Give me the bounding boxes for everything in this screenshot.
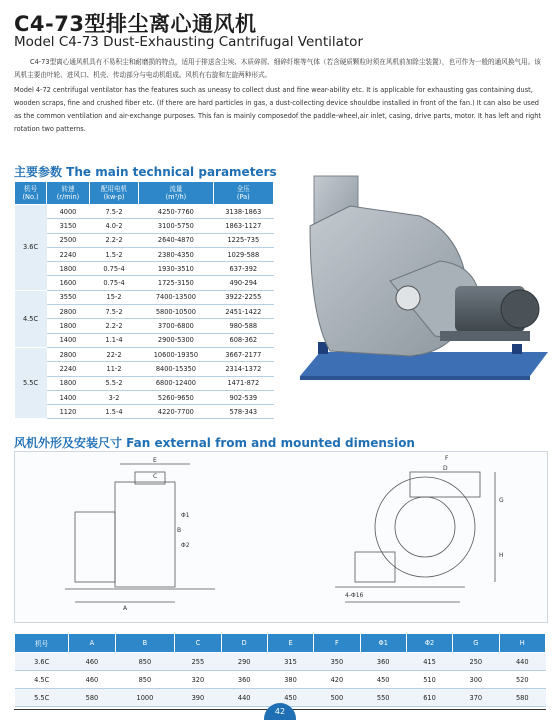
- table-row: [15, 405, 274, 419]
- motor-cell: 7.5-2: [89, 205, 138, 219]
- motor-cell: 5.5-2: [89, 376, 138, 390]
- flow-cell: 10600-19350: [139, 347, 213, 361]
- motor-cell: 0.75-4: [89, 262, 138, 276]
- table-row: [15, 305, 274, 319]
- description-en: Model 4-72 centrifugal ventilator has the features such as uneasy to collect dust and fine wear-ability etc. It is applicable for exhausting gas containing dust, wooden scraps, fine and crushed fiber etc. (If there are hard particles in gas, a dust-collecting device shouldbe installed in front of the fan.) It can also be used as the common ventilation and air-exchange purposes. This fan is mainly composedof the paddle-wheel,air inlet, casing, drive parts, motor. It has left and right rotation two patterns.: [14, 86, 542, 133]
- page-title-cn: C4-73型排尘离心通风机: [14, 12, 257, 36]
- label-e: E: [153, 457, 157, 464]
- table-row: [15, 671, 546, 689]
- dims-cell: 370: [453, 689, 499, 707]
- motor-base: [440, 331, 530, 341]
- flow-cell: 4220-7700: [139, 405, 213, 419]
- col-pressure-cn: 全压: [236, 185, 250, 193]
- dims-col-phi2: Φ2: [406, 634, 452, 653]
- dims-cell: 1000: [115, 689, 175, 707]
- pressure-cell: 578-343: [213, 405, 273, 419]
- dims-cell: 520: [499, 671, 545, 689]
- dims-cell: 300: [453, 671, 499, 689]
- table-row: [15, 276, 274, 290]
- description-cn: C4-73型离心通风机具有不易积尘和耐磨损的特点，适用于排送含尘埃、木质碎屑、细碎纤维等气体（若含硬质颗粒时须在风机前加除尘装置），也可作为一般的通风换气用。该风机主要由叶轮、进风口、机壳、传动部分与电动机组成。风机有右旋和左旋两种形式。: [14, 58, 541, 79]
- dims-col-g: G: [453, 634, 499, 653]
- flow-cell: 2380-4350: [139, 247, 213, 261]
- motor-cell: 11-2: [89, 362, 138, 376]
- label-a: A: [123, 605, 128, 612]
- speed-cell: 1800: [47, 376, 90, 390]
- pressure-cell: 1225-735: [213, 233, 273, 247]
- table-row: [15, 233, 274, 247]
- col-speed: [47, 182, 90, 205]
- pressure-cell: 980-588: [213, 319, 273, 333]
- label-bolt-holes: 4-Φ16: [345, 592, 364, 599]
- inlet-circle: [395, 497, 455, 557]
- dims-col-model: 机号: [15, 634, 69, 653]
- table-row: [15, 376, 274, 390]
- speed-cell: 2500: [47, 233, 90, 247]
- dims-cell: 320: [175, 671, 221, 689]
- table-row: [15, 205, 274, 219]
- dimensions-table: [14, 633, 546, 707]
- dims-cell: 250: [453, 653, 499, 671]
- dims-col-e: E: [267, 634, 313, 653]
- label-g: G: [499, 497, 504, 504]
- speed-cell: 2240: [47, 247, 90, 261]
- speed-cell: 4000: [47, 205, 90, 219]
- speed-cell: 1800: [47, 262, 90, 276]
- dims-cell: 3.6C: [15, 653, 69, 671]
- motor-cell: 1.1-4: [89, 333, 138, 347]
- base-frame-edge: [300, 376, 530, 380]
- flow-cell: 2900-5300: [139, 333, 213, 347]
- dims-cell: 440: [499, 653, 545, 671]
- pressure-cell: 902-539: [213, 390, 273, 404]
- speed-cell: 2800: [47, 305, 90, 319]
- logo-badge: [396, 286, 420, 310]
- table-row: [15, 347, 274, 361]
- col-model: [15, 182, 47, 205]
- table-row: [15, 653, 546, 671]
- motor-cell: 7.5-2: [89, 305, 138, 319]
- dims-cell: 580: [499, 689, 545, 707]
- pressure-cell: 2314-1372: [213, 362, 273, 376]
- motor-cell: 3-2: [89, 390, 138, 404]
- dims-cell: 360: [221, 671, 267, 689]
- dims-cell: 420: [314, 671, 360, 689]
- speed-cell: 3550: [47, 290, 90, 304]
- label-f: F: [445, 455, 449, 462]
- col-speed-en: (r/min): [56, 193, 80, 201]
- dimension-drawing: [14, 451, 548, 623]
- flow-cell: 2640-4870: [139, 233, 213, 247]
- vibration-isolator: [512, 344, 522, 354]
- col-flow: [139, 182, 213, 205]
- dims-col-phi1: Φ1: [360, 634, 406, 653]
- motor-front-view: [355, 552, 395, 582]
- speed-cell: 1800: [47, 319, 90, 333]
- label-c: C: [153, 473, 158, 480]
- dims-cell: 350: [314, 653, 360, 671]
- flow-cell: 5260-9650: [139, 390, 213, 404]
- flow-cell: 8400-15350: [139, 362, 213, 376]
- dims-col-a: A: [69, 634, 115, 653]
- label-b: B: [177, 527, 182, 534]
- flow-cell: 1930-3510: [139, 262, 213, 276]
- dims-cell: 500: [314, 689, 360, 707]
- table-row: [15, 390, 274, 404]
- table-row: [15, 362, 274, 376]
- fan-product-photo: [290, 166, 552, 388]
- table-row: [15, 219, 274, 233]
- dims-col-h: H: [499, 634, 545, 653]
- flow-cell: 5800-10500: [139, 305, 213, 319]
- pressure-cell: 637-392: [213, 262, 273, 276]
- pressure-cell: 3922-2255: [213, 290, 273, 304]
- label-d: D: [443, 465, 448, 472]
- fan-casing-front-view: [375, 477, 475, 577]
- dims-cell: 510: [406, 671, 452, 689]
- flow-cell: 3700-6800: [139, 319, 213, 333]
- label-h: H: [499, 552, 504, 559]
- pressure-cell: 1471-872: [213, 376, 273, 390]
- flow-cell: 1725-3150: [139, 276, 213, 290]
- flow-cell: 4250-7760: [139, 205, 213, 219]
- motor-cell: 1.5-2: [89, 247, 138, 261]
- col-flow-en: (m³/h): [165, 193, 187, 201]
- dims-col-f: F: [314, 634, 360, 653]
- model-cell: 3.6C: [15, 205, 47, 291]
- parameters-table: [14, 181, 274, 419]
- page-title-en: Model C4-73 Dust-Exhausting Cantrifugal Ventilator: [14, 34, 363, 50]
- fan-side-view: [115, 482, 175, 587]
- flow-cell: 6800-12400: [139, 376, 213, 390]
- params-heading: 主要参数 The main technical parameters: [14, 165, 277, 179]
- speed-cell: 1600: [47, 276, 90, 290]
- dims-cell: 380: [267, 671, 313, 689]
- dims-cell: 290: [221, 653, 267, 671]
- dims-cell: 550: [360, 689, 406, 707]
- dims-cell: 850: [115, 653, 175, 671]
- motor-cell: 4.0-2: [89, 219, 138, 233]
- col-model-en: (No.): [22, 193, 39, 201]
- dims-cell: 460: [69, 671, 115, 689]
- dims-cell: 4.5C: [15, 671, 69, 689]
- table-row: [15, 262, 274, 276]
- col-motor-en: (kw-p): [103, 193, 125, 201]
- dims-cell: 390: [175, 689, 221, 707]
- outlet-front-view: [410, 472, 480, 497]
- table-row: [15, 319, 274, 333]
- col-pressure: [213, 182, 273, 205]
- pressure-cell: 3667-2177: [213, 347, 273, 361]
- pressure-cell: 490-294: [213, 276, 273, 290]
- motor-side-view: [75, 512, 115, 582]
- pressure-cell: 1029-588: [213, 247, 273, 261]
- dims-cell: 440: [221, 689, 267, 707]
- flow-cell: 7400-13500: [139, 290, 213, 304]
- flow-cell: 3100-5750: [139, 219, 213, 233]
- dims-header-row: [15, 634, 546, 653]
- dims-col-c: C: [175, 634, 221, 653]
- motor-cell: 1.5-4: [89, 405, 138, 419]
- label-phi1: Φ1: [181, 512, 190, 519]
- col-flow-cn: 流量: [169, 185, 183, 193]
- dims-cell: 5.5C: [15, 689, 69, 707]
- base-frame: [300, 352, 548, 376]
- table-row: [15, 333, 274, 347]
- motor-cell: 2.2-2: [89, 233, 138, 247]
- dims-cell: 255: [175, 653, 221, 671]
- col-motor-cn: 配用电机: [100, 185, 128, 193]
- pressure-cell: 3138-1863: [213, 205, 273, 219]
- dims-cell: 415: [406, 653, 452, 671]
- table-row: [15, 290, 274, 304]
- speed-cell: 2240: [47, 362, 90, 376]
- pressure-cell: 1863-1127: [213, 219, 273, 233]
- motor-end-cap: [501, 290, 539, 328]
- col-motor: [89, 182, 138, 205]
- dims-cell: 610: [406, 689, 452, 707]
- motor-cell: 22-2: [89, 347, 138, 361]
- pressure-cell: 608-362: [213, 333, 273, 347]
- col-model-cn: 机号: [23, 185, 38, 193]
- params-header-row: [15, 182, 274, 205]
- dims-col-b: B: [115, 634, 175, 653]
- speed-cell: 3150: [47, 219, 90, 233]
- pressure-cell: 2451-1422: [213, 305, 273, 319]
- dims-cell: 360: [360, 653, 406, 671]
- speed-cell: 2800: [47, 347, 90, 361]
- motor-cell: 2.2-2: [89, 319, 138, 333]
- model-cell: 4.5C: [15, 290, 47, 347]
- dims-cell: 460: [69, 653, 115, 671]
- dims-cell: 450: [267, 689, 313, 707]
- dims-cell: 450: [360, 671, 406, 689]
- dims-cell: 580: [69, 689, 115, 707]
- table-row: [15, 247, 274, 261]
- speed-cell: 1120: [47, 405, 90, 419]
- motor-cell: 15-2: [89, 290, 138, 304]
- dims-cell: 315: [267, 653, 313, 671]
- col-speed-cn: 转速: [61, 185, 75, 193]
- label-phi2: Φ2: [181, 542, 190, 549]
- model-cell: 5.5C: [15, 347, 47, 418]
- col-pressure-en: (Pa): [236, 193, 250, 201]
- motor-cell: 0.75-4: [89, 276, 138, 290]
- dims-cell: 850: [115, 671, 175, 689]
- dims-col-d: D: [221, 634, 267, 653]
- speed-cell: 1400: [47, 390, 90, 404]
- speed-cell: 1400: [47, 333, 90, 347]
- dimension-heading: 风机外形及安装尺寸 Fan external from and mounted dimension: [14, 436, 415, 450]
- page-number: 42: [264, 703, 296, 720]
